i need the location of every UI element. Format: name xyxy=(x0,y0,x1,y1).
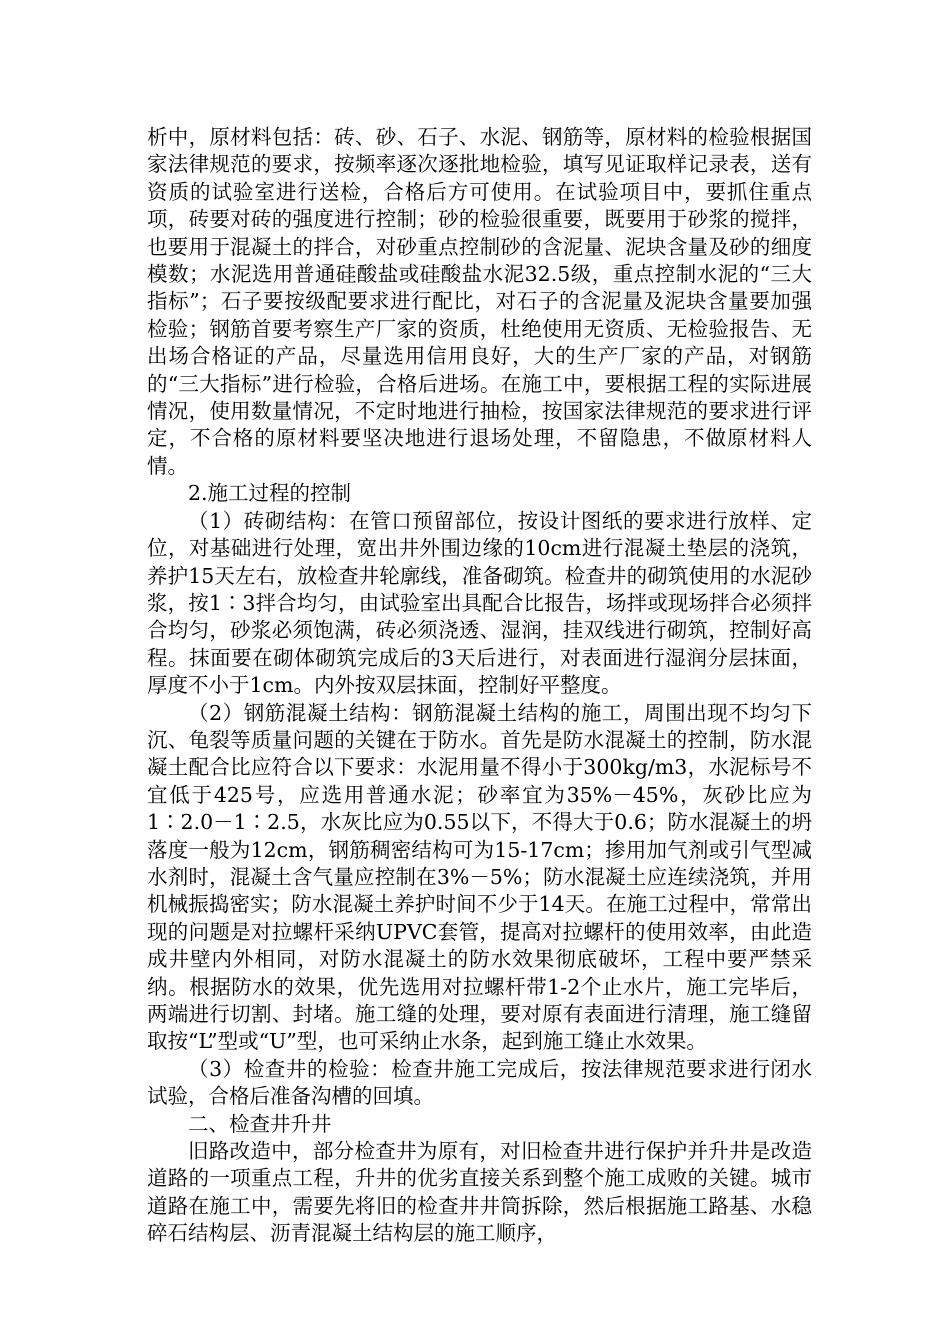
paragraph-inspection-well-test: （3）检查井的检验：检查井施工完成后，按法律规范要求进行闭水试验，合格后准备沟槽的回填。 xyxy=(147,1056,812,1109)
paragraph-old-road-renovation: 旧路改造中，部分检查井为原有，对旧检查井进行保护并升井是改造道路的一项重点工程，升井的优劣直接关系到整个施工成败的关键。城市道路在施工中，需要先将旧的检查井井筒拆除，然后根据施工路基、水稳碎石结构层、沥青混凝土结构层的施工顺序， xyxy=(147,1139,812,1246)
section-heading-construction-control: 2.施工过程的控制 xyxy=(188,481,352,506)
paragraph-raw-materials: 析中，原材料包括：砖、砂、石子、水泥、钢筋等，原材料的检验根据国家法律规范的要求，按频率逐次逐批地检验，填写见证取样记录表，送有资质的试验室进行送检，合格后方可使用。在试验项目中，要抓住重点项，砖要对砖的强度进行控制；砂的检验很重要，既要用于砂浆的搅拌，也要用于混凝土的拌合，对砂重点控制砂的含泥量、泥块含量及砂的细度模数；水泥选用普通硅酸盐或硅酸盐水泥32.5级，重点控制水泥的“三大指标”；石子要按级配要求进行配比，对石子的含泥量及泥块含量要加强检验；钢筋首要考察生产厂家的资质，杜绝使用无资质、无检验报告、无出场合格证的产品，尽量选用信用良好，大的生产厂家的产品，对钢筋的“三大指标”进行检验，合格后进场。在施工中，要根据工程的实际进展情况，使用数量情况，不定时地进行抽检，按国家法律规范的要求进行评定，不合格的原材料要坚决地进行退场处理，不留隐患，不做原材料人情。 xyxy=(147,125,812,478)
document-page xyxy=(147,124,812,1248)
paragraph-brick-masonry: （1）砖砌结构：在管口预留部位，按设计图纸的要求进行放样、定位，对基础进行处理，宽出井外围边缘的10cm进行混凝土垫层的浇筑，养护15天左右，放检查井轮廓线，准备砌筑。检查井的砌筑使用的水泥砂浆，按1∶3拌合均匀，由试验室出具配合比报告，场拌或现场拌合必须拌合均匀，砂浆必须饱满，砖必须浇透、湿润，挂双线进行砌筑，控制好高程。抹面要在砌体砌筑完成后的3天后进行，对表面进行湿润分层抹面，厚度不小于1cm。内外按双层抹面，控制好平整度。 xyxy=(147,508,812,698)
paragraph-reinforced-concrete: （2）钢筋混凝土结构：钢筋混凝土结构的施工，周围出现不均匀下沉、龟裂等质量问题的关键在于防水。首先是防水混凝土的控制，防水混凝土配合比应符合以下要求：水泥用量不得小于300kg/m3，水泥标号不宜低于425号，应选用普通水泥；砂率宜为35%－45%，灰砂比应为1∶2.0－1∶2.5，水灰比应为0.55以下，不得大于0.6；防水混凝土的坍落度一般为12cm，钢筋稠密结构可为15-17cm；掺用加气剂或引气型减水剂时，混凝土含气量应控制在3%－5%；防水混凝土应连续浇筑，并用机械振捣密实；防水混凝土养护时间不少于14天。在施工过程中，常常出现的问题是对拉螺杆采纳UPVC套管，提高对拉螺杆的使用效率，由此造成井壁内外相同，对防水混凝土的防水效果彻底破坏，工程中要严禁采纳。根据防水的效果，优先选用对拉螺杆带1-2个止水片，施工完毕后，两端进行切割、封堵。施工缝的处理，要对原有表面进行清理，施工缝留取按“L”型或“U”型，也可采纳止水条，起到施工缝止水效果。 xyxy=(147,700,812,1054)
section-heading-well-raising: 二、检查井升井 xyxy=(188,1111,332,1136)
